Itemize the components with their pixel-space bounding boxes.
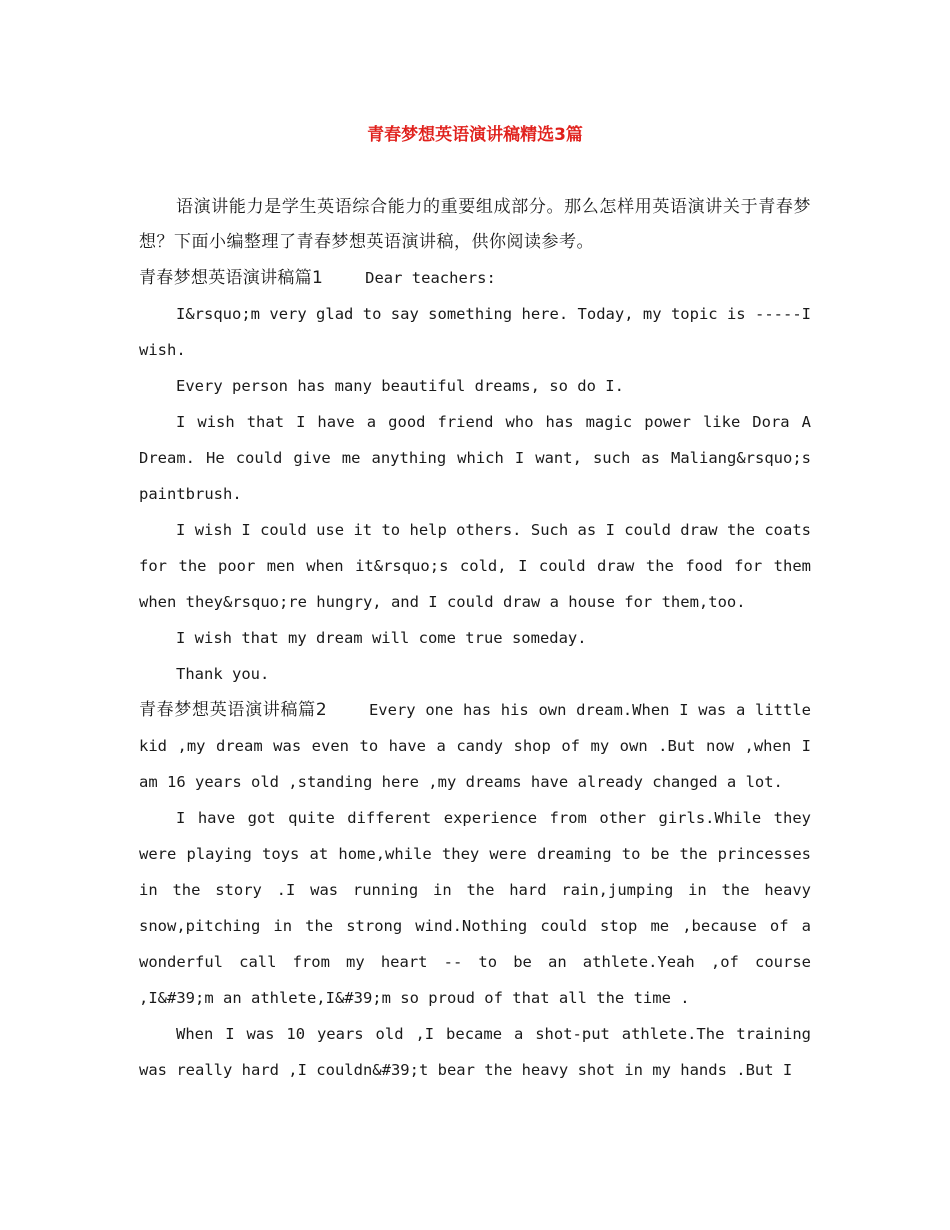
section2-opening: Every one has his own dream.When I was a little kid ,my dream was even to have a candy shop of my own .But now ,when I am 16 years old ,standing here ,my dreams have already changed a lot. [139, 701, 811, 791]
section2-paragraph-2: When I was 10 years old ,I became a shot-put athlete.The training was really hard ,I couldn&#39;t bear the heavy shot in my hands .But I [139, 1025, 811, 1079]
section1-heading-line [139, 260, 811, 296]
section1-paragraph-3: I wish that I have a good friend who has magic power like Dora A Dream. He could give me anything which I want, such as Maliang&rsquo;s paintbrush. [139, 413, 811, 503]
section2-heading: 青春梦想英语演讲稿篇2 [139, 700, 327, 720]
document-body [139, 190, 811, 1088]
section2-opening-paragraph [139, 692, 811, 800]
section2-paragraph-1: I have got quite different experience from other girls.While they were playing toys at home,while they were dreaming to be the princesses in the story .I was running in the hard rain,jumping in the heavy snow,pitching in the strong wind.Nothing could stop me ,because of a wonderful call from my heart -- to be an athlete.Yeah ,of course ,I&#39;m an athlete,I&#39;m so proud of that all the time . [139, 809, 811, 1007]
section1-paragraph-5: I wish that my dream will come true someday. [176, 629, 587, 647]
section1-paragraph-6: Thank you. [176, 665, 270, 683]
section1-salutation: Dear teachers: [365, 269, 496, 287]
section1-paragraph-1: I&rsquo;m very glad to say something here. Today, my topic is -----I wish. [139, 305, 811, 359]
section1-heading: 青春梦想英语演讲稿篇1 [139, 268, 324, 288]
document-title: 青春梦想英语演讲稿精选3篇 [367, 125, 583, 145]
section1-paragraph-2: Every person has many beautiful dreams, so do I. [176, 377, 624, 395]
section1-paragraph-4: I wish I could use it to help others. Such as I could draw the coats for the poor men when it&rsquo;s cold, I could draw the food for them when they&rsquo;re hungry, and I could draw a house for them,too. [139, 521, 811, 611]
intro-paragraph: 语演讲能力是学生英语综合能力的重要组成部分。那么怎样用英语演讲关于青春梦想？下面小编整理了青春梦想英语演讲稿，供你阅读参考。 [139, 197, 811, 252]
